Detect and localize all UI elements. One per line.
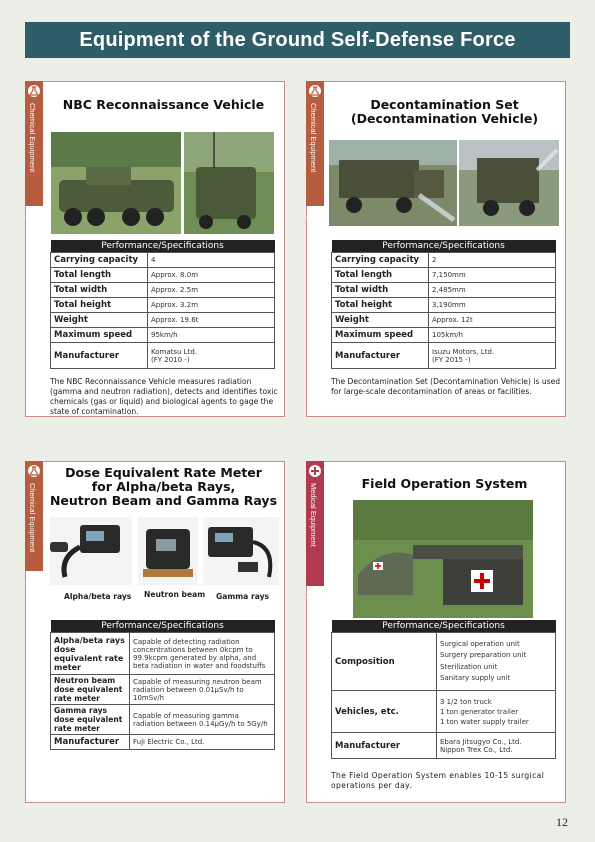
page-number: 12 [556, 815, 568, 829]
spec-label: Total width [332, 283, 429, 298]
category-label: Chemical Equipment [28, 103, 37, 173]
composition-item: Sterilization unit [440, 662, 498, 671]
spec-label: Manufacturer [51, 343, 148, 369]
nbc-vehicle-photo-1 [51, 132, 181, 234]
title-line: Decontamination Set [370, 97, 519, 112]
spec-value: Approx. 8.0m [148, 268, 275, 283]
card-title: NBC Reconnaissance Vehicle [62, 97, 265, 112]
spec-value: 2 [429, 253, 556, 268]
spec-value: 105km/h [429, 328, 556, 343]
card-title: Field Operation System [361, 476, 528, 491]
spec-value: Fuji Electric Co., Ltd. [130, 735, 275, 750]
photo-caption: Alpha/beta rays [64, 592, 132, 601]
category-label: Medical Equipment [309, 483, 318, 547]
spec-label: Neutron beam dose equivalent rate meter [51, 675, 130, 705]
title-line: Dose Equivalent Rate Meter [65, 465, 262, 480]
spec-label: Vehicles, etc. [332, 691, 437, 733]
neutron-meter-photo [138, 517, 198, 585]
composition-item: Surgical operation unit [440, 639, 520, 648]
decon-vehicle-photo-1 [329, 140, 457, 226]
dose-meter-card [25, 461, 285, 803]
spec-label: Manufacturer [51, 735, 130, 750]
spec-value: Approx. 12t [429, 313, 556, 328]
spec-label: Total length [332, 268, 429, 283]
spec-value: Capable of measuring gamma radiation between 0.14μGy/h to 5Gy/h [130, 705, 275, 735]
manufacturer-item: Ebara Jitsugyo Co., Ltd. [440, 737, 522, 746]
card-description: The NBC Reconnaissance Vehicle measures radiation (gamma and neutron radiation), detects and identifies toxic chemicals (gas or liquid) and biological agents to gage the state of contamination. [50, 377, 278, 416]
photo-caption: Neutron beam [144, 590, 206, 599]
tab-tail [25, 571, 43, 583]
spec-table [50, 620, 275, 750]
flask-icon [308, 84, 322, 98]
composition-item: Surgery preparation unit [440, 651, 527, 659]
manufacturer-item: Nippon Trex Co., Ltd. [440, 745, 513, 754]
category-label: Chemical Equipment [28, 483, 37, 553]
vehicle-item: 1 ton generator trailer [440, 707, 519, 716]
field-operation-card [306, 461, 566, 803]
spec-label: Gamma rays dose equivalent rate meter [51, 705, 130, 735]
spec-label: Weight [332, 313, 429, 328]
spec-value-note: (FY 2015 -) [432, 355, 471, 364]
category-tab [25, 81, 43, 206]
spec-value: 3,190mm [429, 298, 556, 313]
composition-item: Sanitary supply unit [440, 674, 511, 682]
spec-header: Performance/Specifications [51, 620, 275, 633]
spec-value: Approx. 3.2m [148, 298, 275, 313]
title-line: (Decontamination Vehicle) [350, 111, 539, 126]
spec-label: Manufacturer [332, 343, 429, 369]
card-title [46, 466, 281, 508]
spec-value: Komatsu Ltd. [151, 347, 197, 356]
category-tab [306, 81, 324, 206]
spec-value: 7,150mm [429, 268, 556, 283]
spec-header: Performance/Specifications [332, 620, 556, 633]
tab-tail [306, 206, 324, 218]
category-tab [306, 461, 324, 586]
spec-table [331, 240, 556, 369]
flask-icon [27, 464, 41, 478]
spec-value: Isuzu Motors, Ltd. [432, 347, 495, 356]
title-line: for Alpha/beta Rays, [91, 479, 236, 494]
spec-label: Carrying capacity [51, 253, 148, 268]
title-line: Neutron Beam and Gamma Rays [49, 493, 278, 508]
spec-label: Weight [51, 313, 148, 328]
spec-label: Maximum speed [51, 328, 148, 343]
field-hospital-photo [353, 500, 533, 618]
spec-table [331, 620, 556, 759]
alpha-beta-meter-photo [50, 517, 132, 585]
vehicle-item: 1 ton water supply trailer [440, 717, 529, 726]
spec-value: Capable of measuring neutron beam radiation between 0.01μSv/h to 10mSv/h [130, 675, 275, 705]
tab-tail [25, 206, 43, 218]
spec-value: 95km/h [148, 328, 275, 343]
card-description: The Field Operation System enables 10-15 surgical operations per day. [331, 771, 545, 790]
spec-value: 2,485mm [429, 283, 556, 298]
spec-label: Total length [51, 268, 148, 283]
spec-value: Capable of detecting radiation concentrations between 0kcpm to 99.9kcpm generated by alpha, and beta radiation in water and foodstuffs [130, 633, 275, 675]
gamma-meter-photo [203, 517, 279, 585]
spec-value-note: (FY 2010 -) [151, 355, 190, 364]
tab-tail [306, 586, 324, 598]
spec-label: Alpha/beta rays dose equivalent rate meter [51, 633, 130, 675]
card-title [327, 98, 562, 126]
category-tab [25, 461, 43, 571]
spec-value: Approx. 19.6t [148, 313, 275, 328]
spec-value: 4 [148, 253, 275, 268]
spec-label: Total height [332, 298, 429, 313]
spec-label: Manufacturer [332, 733, 437, 759]
nbc-card [25, 81, 285, 417]
page-title: Equipment of the Ground Self-Defense Force [25, 22, 570, 58]
spec-header: Performance/Specifications [51, 240, 275, 253]
spec-label: Composition [332, 633, 437, 691]
category-label: Chemical Equipment [309, 103, 318, 173]
card-description: The Decontamination Set (Decontamination Vehicle) is used for large-scale decontamination of areas or facilities. [331, 377, 561, 396]
vehicle-item: 3 1/2 ton truck [440, 697, 492, 706]
spec-label: Carrying capacity [332, 253, 429, 268]
decon-card [306, 81, 566, 417]
nbc-vehicle-photo-2 [184, 132, 274, 234]
spec-label: Total height [51, 298, 148, 313]
medical-cross-icon [308, 464, 322, 478]
spec-label: Maximum speed [332, 328, 429, 343]
spec-value: Approx. 2.5m [148, 283, 275, 298]
spec-table [50, 240, 275, 369]
spec-label: Total width [51, 283, 148, 298]
spec-header: Performance/Specifications [332, 240, 556, 253]
decon-vehicle-photo-2 [459, 140, 559, 226]
flask-icon [27, 84, 41, 98]
photo-caption: Gamma rays [216, 592, 270, 601]
